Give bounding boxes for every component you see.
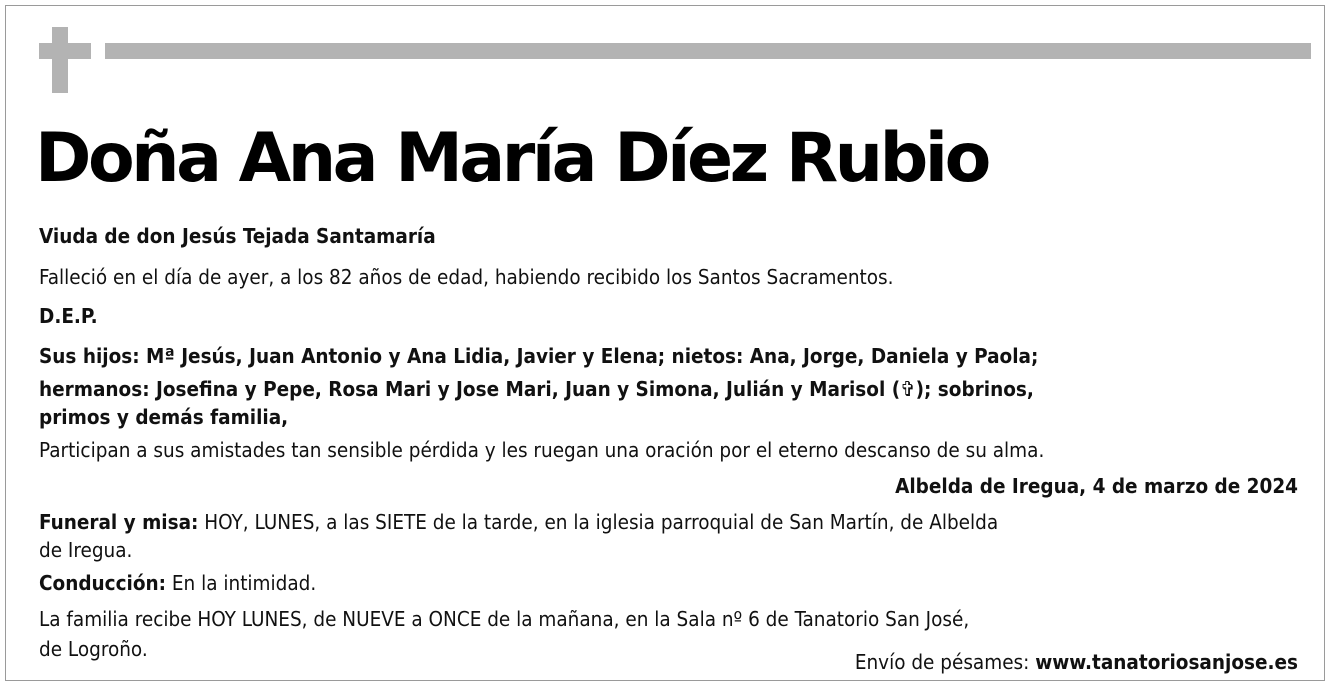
cross-horizontal-bar <box>39 43 91 59</box>
funeral-line-1 <box>39 509 998 535</box>
death-line: Falleció en el día de ayer, a los 82 años de edad, habiendo recibido los Santos Sacramentos. <box>39 265 894 289</box>
conduction-line <box>39 570 316 596</box>
condolences-link[interactable]: www.tanatoriosanjose.es <box>1035 650 1298 674</box>
funeral-label: Funeral y misa: <box>39 510 199 534</box>
family-line-1: Sus hijos: Mª Jesús, Juan Antonio y Ana Lidia, Javier y Elena; nietos: Ana, Jorge, Daniela y Paola; <box>39 344 1039 368</box>
place-date: Albelda de Iregua, 4 de marzo de 2024 <box>895 474 1298 498</box>
funeral-text-1: HOY, LUNES, a las SIETE de la tarde, en la iglesia parroquial de San Martín, de Albelda <box>198 510 999 534</box>
family-line-2: hermanos: Josefina y Pepe, Rosa Mari y Jose Mari, Juan y Simona, Julián y Marisol (✞); sobrinos, <box>39 377 1034 401</box>
conduction-text: En la intimidad. <box>166 571 317 595</box>
widow-line: Viuda de don Jesús Tejada Santamaría <box>39 224 436 248</box>
conduction-label: Conducción: <box>39 571 167 595</box>
funeral-line-2: de Iregua. <box>39 538 133 562</box>
deceased-name: Doña Ana María Díez Rubio <box>35 119 988 198</box>
reception-line-2: de Logroño. <box>39 637 148 661</box>
cross-vertical-bar <box>52 27 68 93</box>
condolences-label: Envío de pésames: <box>854 650 1036 674</box>
reception-line-1: La familia recibe HOY LUNES, de NUEVE a ONCE de la mañana, en la Sala nº 6 de Tanatorio San José, <box>39 607 970 631</box>
family-line-3: primos y demás familia, <box>39 405 289 429</box>
header-rule <box>105 43 1311 59</box>
rip-label: D.E.P. <box>39 304 98 328</box>
condolences-line <box>855 649 1298 675</box>
announcement-line: Participan a sus amistades tan sensible pérdida y les ruegan una oración por el eterno descanso de su alma. <box>39 438 1045 462</box>
